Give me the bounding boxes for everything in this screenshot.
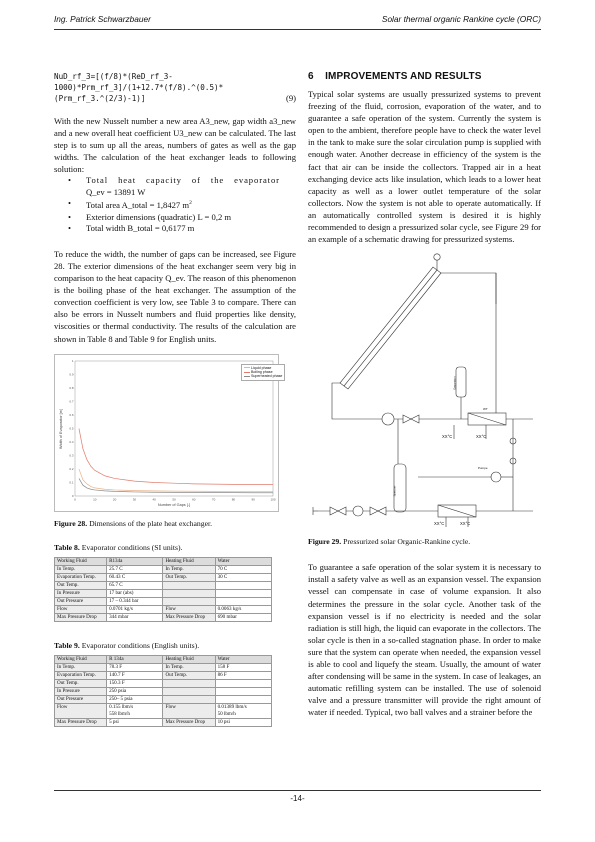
paragraph-width: To reduce the width, the number of gaps can be increased, see Figure 28. The exterior dimensions of the heat exchanger seem very big in comparison to the heat capacity Q_ev. The reason of this phenomenon is the boiling phase of the heat exchanger. The assumption of the convection coefficient is very low, see Table 3 to compare. There can also be errors in Nusselt numbers and fluid properties like density, viscosities or thermal conductivity. The results of the calculation are shown in Table 8 and Table 9 for English units. [54, 248, 296, 344]
table-cell: 65.7 C [107, 581, 163, 589]
table-cell: Working Fluid [55, 557, 107, 565]
left-column [54, 71, 296, 727]
y-tick-label: 0.9 [69, 372, 74, 377]
list-item-continuation: Q_ev = 13891 W [86, 186, 146, 197]
y-tick-label: 0.2 [69, 466, 74, 471]
figure-29-schematic [308, 249, 541, 534]
legend-entry: Superheated phase [244, 374, 282, 378]
table-cell: Out Temp. [55, 679, 107, 687]
pump-icon [491, 472, 501, 482]
y-tick-label: 1 [71, 358, 74, 363]
table-cell: 344 mbar [107, 613, 163, 621]
table-cell: 0.155 lbm/s 558 lbm/h [107, 703, 163, 718]
table-cell: 17 bar (abs) [107, 589, 163, 597]
x-tick-label: 20 [112, 497, 117, 502]
table-row [55, 589, 272, 597]
header-author: Ing. Patrick Schwarzbauer [54, 14, 151, 24]
table-row [55, 679, 272, 687]
pump-icon [353, 506, 363, 516]
tank-label: Speicher [392, 485, 397, 497]
x-tick-label: 10 [93, 497, 97, 502]
right-column [308, 71, 541, 718]
table-cell [163, 687, 215, 695]
y-tick-label: 0.6 [69, 412, 74, 417]
hx-label: WT [483, 407, 488, 412]
pump-label: Pumpe [478, 466, 488, 471]
header-title: Solar thermal organic Rankine cycle (ORC) [381, 14, 541, 24]
table-row [55, 565, 272, 573]
x-tick-label: 40 [152, 497, 156, 502]
table-cell: 70 C [215, 565, 271, 573]
table-row [55, 718, 272, 726]
temp-label: XX°C [476, 434, 487, 440]
table-cell: Water [215, 655, 271, 663]
list-item: • Exterior dimensions (quadratic) L = 0,2 m [54, 212, 296, 224]
pump-icon [382, 413, 394, 425]
table-cell: 250– 5 psia [107, 695, 163, 703]
temp-label: XX°C [434, 521, 445, 527]
table-cell: 0.01389 lbm/s 50 lbm/h [215, 703, 271, 718]
legend-entry: Boiling phase [244, 370, 282, 374]
table-cell: Flow [55, 605, 107, 613]
table-row [55, 663, 272, 671]
table-cell: In Pressure [55, 687, 107, 695]
table-cell: Water [215, 557, 271, 565]
table-cell: Evaporation Temp. [55, 573, 107, 581]
x-tick-label: 50 [172, 497, 176, 502]
table-cell [215, 589, 271, 597]
table-row [55, 597, 272, 605]
table-cell: Max Pressure Drop [55, 718, 107, 726]
y-tick-label: 0.4 [69, 439, 74, 444]
table-cell: 158 F [215, 663, 271, 671]
table-9 [54, 655, 272, 727]
table-row [55, 655, 272, 663]
chart-legend [241, 364, 285, 381]
x-tick-label: 70 [211, 497, 216, 502]
figure-29-caption: Figure 29. Pressurized solar Organic-Rankine cycle. [308, 537, 471, 547]
equation-9 [54, 71, 296, 105]
valve-icon [403, 415, 411, 423]
table-cell: Heating Fluid [163, 557, 215, 565]
table-cell: Out Pressure [55, 597, 107, 605]
table-row [55, 581, 272, 589]
table-cell [163, 581, 215, 589]
table-cell: R134a [107, 557, 163, 565]
table-cell: Max Pressure Drop [163, 718, 215, 726]
temp-label: XX°C [442, 434, 453, 440]
solar-collector [340, 267, 441, 389]
table-row [55, 613, 272, 621]
expansion-vessel-icon [456, 367, 466, 397]
x-tick-label: 80 [231, 497, 236, 502]
results-list [54, 175, 296, 235]
table-cell: 5 psi [107, 718, 163, 726]
figure-28-chart [54, 354, 283, 512]
table-cell: In Temp. [55, 663, 107, 671]
table-row [55, 695, 272, 703]
table-cell [215, 679, 271, 687]
table-cell: Out Temp. [55, 581, 107, 589]
x-tick-label: 100 [270, 497, 276, 502]
table-cell: In Temp. [55, 565, 107, 573]
table-cell: Max Pressure Drop [55, 613, 107, 621]
page-header [54, 14, 541, 28]
equation-line: 1000)*Prm_rf_3]/(1+12.7*(f/8).^(0.5)* [54, 83, 224, 93]
y-tick-label: 0.5 [69, 426, 74, 431]
table-cell: In Pressure [55, 589, 107, 597]
header-rule [54, 29, 541, 30]
table-cell: 150.3 F [107, 679, 163, 687]
paragraph-nusselt: With the new Nusselt number a new area A3_new, gap width a3_new and a new overall heat coefficient U3_new can be calculated. The last step is to sum up all the areas, numbers of gates as well as the gap widths. The calculation of the heat exchanger leads to following solution: [54, 115, 296, 174]
legend-entry: Liquid phase [244, 366, 282, 370]
table-cell [215, 695, 271, 703]
x-axis-label: Number of Gaps [-] [157, 502, 191, 507]
table-cell: 140.7 F [107, 671, 163, 679]
y-tick-label: 0.7 [69, 399, 74, 404]
table-cell: Flow [55, 703, 107, 718]
table-cell: Out Pressure [55, 695, 107, 703]
equation-line: (Prm_rf_3.^(2/3)-1)] [54, 94, 146, 104]
table-cell: 25.7 C [107, 565, 163, 573]
valve-icon [370, 507, 378, 515]
table-cell: 30 C [215, 573, 271, 581]
equation-number: (9) [285, 93, 296, 104]
table-cell: Out Temp. [163, 573, 215, 581]
valve-icon [330, 507, 338, 515]
figure-28-caption: Figure 28. Dimensions of the plate heat exchanger. [54, 518, 213, 528]
table-cell: 250 psia [107, 687, 163, 695]
table-cell: 60.43 C [107, 573, 163, 581]
table-9-caption: Table 9. Evaporator conditions (English units). [54, 640, 200, 650]
paragraph-safety: To guarantee a safe operation of the solar system it is necessary to install a safety valve as well as an expansion vessel. The expansion vessel can compensate in case of volume expansion. It also determines the pressure in the solar cycle. Another task of the expansion vessel is if no electricity is needed and the solar radiation is still high, the liquid can evaporate in the collectors. The solar cycle is then in a so-called stagnation phase. In order to make sure that the system can operate when needed, the expansion vessel is able to cool and liquefy the steam. Usually, the amount of water after condensing will be same in the system. In case of leakages, an automatic refilling system can be installed. The use of solenoid valve and a pressure transmitter will provide the right amount of water if needed. Typical, two ball valves and a strainer before the [308, 562, 541, 718]
y-tick-label: 0.3 [69, 453, 74, 458]
table-cell: 78.3 F [107, 663, 163, 671]
table-cell: In Temp. [163, 663, 215, 671]
table-cell [163, 679, 215, 687]
table-cell: 86 F [215, 671, 271, 679]
table-cell: 10 psi [215, 718, 271, 726]
table-8 [54, 557, 272, 622]
table-cell: 0.0063 kg/s [215, 605, 271, 613]
table-cell [163, 597, 215, 605]
page-number: -14- [290, 794, 305, 803]
table-cell [215, 597, 271, 605]
x-tick-label: 30 [132, 497, 137, 502]
section-heading: 6 IMPROVEMENTS AND RESULTS [308, 71, 482, 82]
table-8-caption: Table 8. Evaporator conditions (SI units). [54, 542, 183, 552]
table-row [55, 687, 272, 695]
x-tick-label: 90 [251, 497, 255, 502]
air-vent-icon [434, 254, 440, 260]
y-tick-label: 0 [71, 493, 74, 498]
table-cell: 17 – 0.344 bar [107, 597, 163, 605]
table-cell: Working Fluid [55, 655, 107, 663]
equation-line: NuD_rf_3=[(f/8)*(ReD_rf_3- [54, 72, 173, 81]
temp-label: XX°C [460, 521, 471, 527]
table-cell: 690 mbar [215, 613, 271, 621]
table-cell [163, 589, 215, 597]
y-tick-label: 0.1 [69, 480, 74, 485]
vessel-label: Expansion [452, 376, 457, 390]
y-axis-label: Width of Evaporator [m] [59, 408, 63, 449]
table-cell: Out Temp. [163, 671, 215, 679]
table-cell: Flow [163, 703, 215, 718]
list-item: • Total area A_total = 1,8427 $m^2$ [54, 198, 296, 211]
footer-rule [54, 790, 541, 791]
table-cell: R 134a [107, 655, 163, 663]
table-cell: Flow [163, 605, 215, 613]
x-tick-label: 60 [192, 497, 196, 502]
table-row [55, 605, 272, 613]
table-row [55, 573, 272, 581]
table-row [55, 671, 272, 679]
table-cell [215, 687, 271, 695]
list-item: • Total width B_total = 0,6177 m [54, 223, 296, 235]
table-cell: Max Pressure Drop [163, 613, 215, 621]
table-row [55, 703, 272, 718]
table-cell: 0.0701 kg/s [107, 605, 163, 613]
table-cell: Heating Fluid [163, 655, 215, 663]
table-cell [215, 581, 271, 589]
table-row [55, 557, 272, 565]
paragraph-pressurized: Typical solar systems are usually pressurized systems to prevent freezing of the fluid, corrosion, evaporation of the water, and to guarantee a safe operation of the system. Currently the system is open to the ambient, therefore people have to check the water level in the tank to make sure the solar circulation pump is supplied with enough water. Another decrease in efficiency of the system is the fact that air can be inside the collectors. Trapped air in a heat exchanging device acts like insulation, which leads to a lower heat capacity as well as a lower outlet temperature of the solar collectors. Now the system is not able to operate automatically. If an automatically controlled system is desired it is highly recommended to design a pressurized solar cycle, see Figure 29 for an example of a schematic drawing for pressurized systems. [308, 89, 541, 245]
list-item: • Total heat capacity of the evaporator [54, 175, 296, 187]
table-cell: In Temp. [163, 565, 215, 573]
table-cell: Evaporation Temp. [55, 671, 107, 679]
table-cell [163, 695, 215, 703]
x-tick-label: 0 [74, 497, 76, 502]
y-tick-label: 0.8 [69, 385, 74, 390]
schematic-drawing [308, 249, 541, 534]
